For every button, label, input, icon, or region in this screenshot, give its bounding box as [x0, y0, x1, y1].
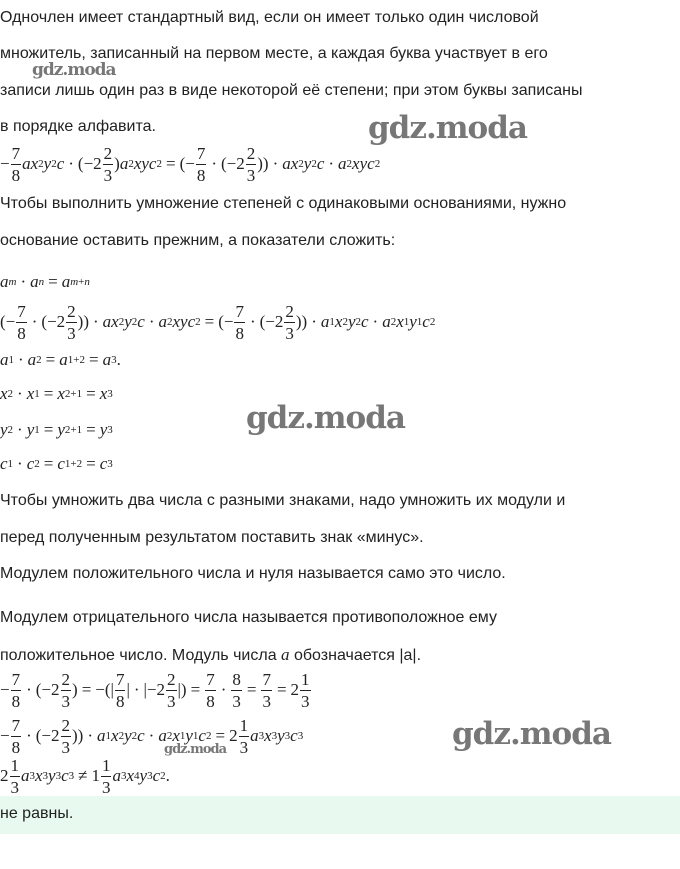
rule-signs-line-2: перед полученным результатом поставить знак «минус». — [0, 529, 424, 546]
definition-line-2: множитель, записанный на первом месте, а каждая буква участвует в его — [0, 45, 548, 62]
formula-power-rule: a m · a n = a m+n — [0, 272, 90, 291]
rule-signs-line-1: Чтобы умножить два числа с разными знаками, надо умножить их модули и — [0, 492, 566, 509]
modulus-positive: Модулем положительного числа и нуля называется само это число. — [0, 565, 506, 582]
modulus-negative-line-1: Модулем отрицательного числа называется противоположное ему — [0, 609, 497, 626]
answer-block — [0, 796, 680, 834]
formula-a: a 1 · a 2 = a 1+2 = a 3 . — [0, 350, 121, 369]
definition-line-1: Одночлен имеет стандартный вид, если он имеет только один числовой — [0, 9, 539, 26]
formula-1: − 7 8 ax 2 y 2 c · (−2 2 3 ) a 2 xyc 2 = (− $\frac{7}{8}$ · (−2 2 3 )) · ax 2 y 2 c · a 2 xyc 2 — [0, 143, 381, 185]
answer-text: не равны. — [0, 805, 74, 822]
watermark-small-top: gdz.moda — [32, 60, 116, 80]
watermark-middle: gdz.moda — [246, 400, 405, 436]
formula-4: − 7 8 · (−2 2 3 )) · a 1 x 2 y 2 c · a 2 x 1 y 1 c 2 = 2 $\frac{1}{3}$ a 3 x 3 y 3 c 3 — [0, 715, 304, 757]
definition-line-4: в порядке алфавита. — [0, 118, 156, 135]
formula-c: c 1 · c 2 = c 1+2 = c 3 — [0, 454, 113, 473]
rule-powers-line-1: Чтобы выполнить умножение степеней с одинаковыми основаниями, нужно — [0, 195, 567, 212]
modulus-negative-line-2: положительное число. Модуль числа a обозначается |a|. — [0, 645, 422, 664]
formula-5: 2 1 3 a 3 x 3 y 3 c 3 ≠ 1 1 3 a 3 x 4 y 3 c 2 . — [0, 755, 170, 797]
rule-powers-line-2: основание оставить прежним, а показатели сложить: — [0, 232, 396, 249]
watermark-top: gdz.moda — [368, 110, 527, 146]
watermark-small-bottom: gdz.moda — [164, 742, 227, 757]
formula-3: − 7 8 · (−2 $\frac{2}{3}$ ) = −(| $\frac{7}{8}$ | · |−2 $\frac{2}{3}$ |) = $\frac{7}{8}$ · $\frac{8}{3}$ = $\frac{7}{3}$ = 2 $\frac{1}{3}$ — [0, 669, 310, 711]
formula-2: (− 7 8 · (−2 2 3 )) · ax 2 y 2 c · a 2 xyc 2 = (− $\frac{7}{8}$ · (−2 2 3 )) · a 1 x 2 y 2 c · a 2 x 1 y 1 c 2 — [0, 301, 436, 343]
formula-y: y 2 · y 1 = y 2+1 = y 3 — [0, 420, 113, 439]
watermark-bottom: gdz.moda — [452, 716, 611, 752]
formula-x: x 2 · x 1 = x 2+1 = x 3 — [0, 384, 113, 403]
definition-line-3: записи лишь один раз в виде некоторой её степени; при этом буквы записаны — [0, 82, 583, 99]
